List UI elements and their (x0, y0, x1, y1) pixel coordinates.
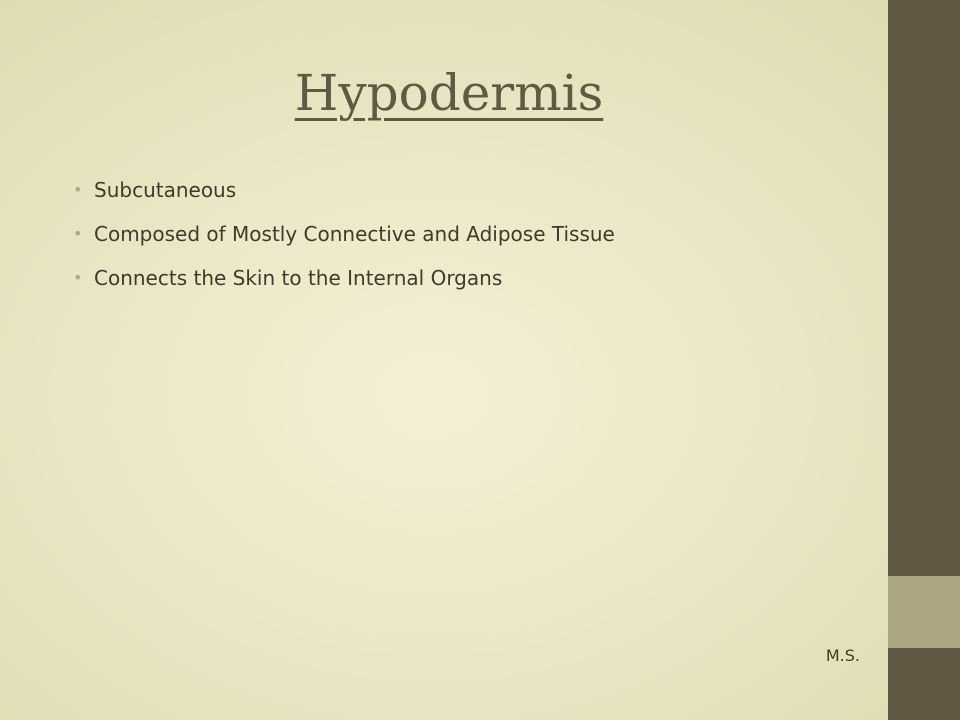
bullet-marker: • (73, 224, 83, 243)
bullet-item (70, 260, 870, 304)
footer-initials: M.S. (825, 646, 860, 665)
bullet-list (70, 172, 870, 304)
bullet-marker: • (73, 268, 83, 287)
bullet-text: Connects the Skin to the Internal Organs (94, 266, 503, 290)
bullet-item (70, 172, 870, 216)
slide-title: Hypodermis (294, 64, 604, 122)
bullet-text: Subcutaneous (94, 178, 237, 202)
bullet-text: Composed of Mostly Connective and Adipose Tissue (94, 222, 615, 246)
bullet-marker: • (73, 180, 83, 199)
side-bar-accent (888, 576, 960, 648)
bullet-item (70, 216, 870, 260)
